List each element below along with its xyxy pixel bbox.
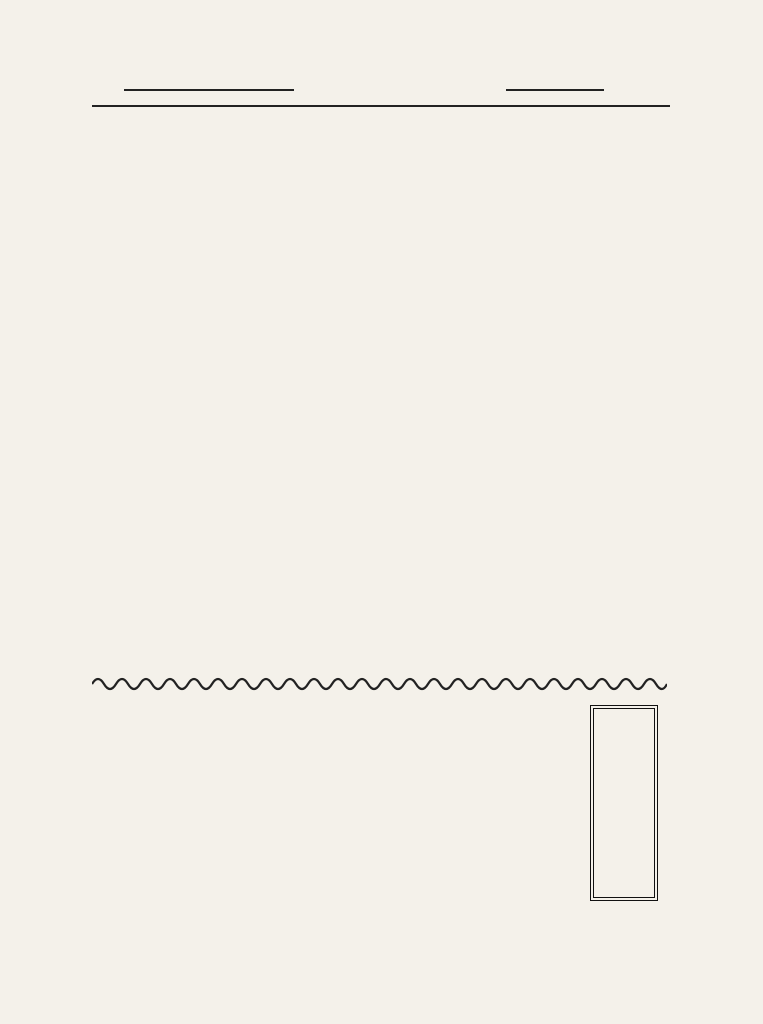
header-rule-right — [506, 89, 604, 91]
section-title-frame — [590, 705, 658, 901]
wavy-divider — [92, 672, 667, 696]
running-header — [98, 77, 670, 103]
header-underline — [92, 105, 670, 107]
header-rule-left — [124, 89, 294, 91]
